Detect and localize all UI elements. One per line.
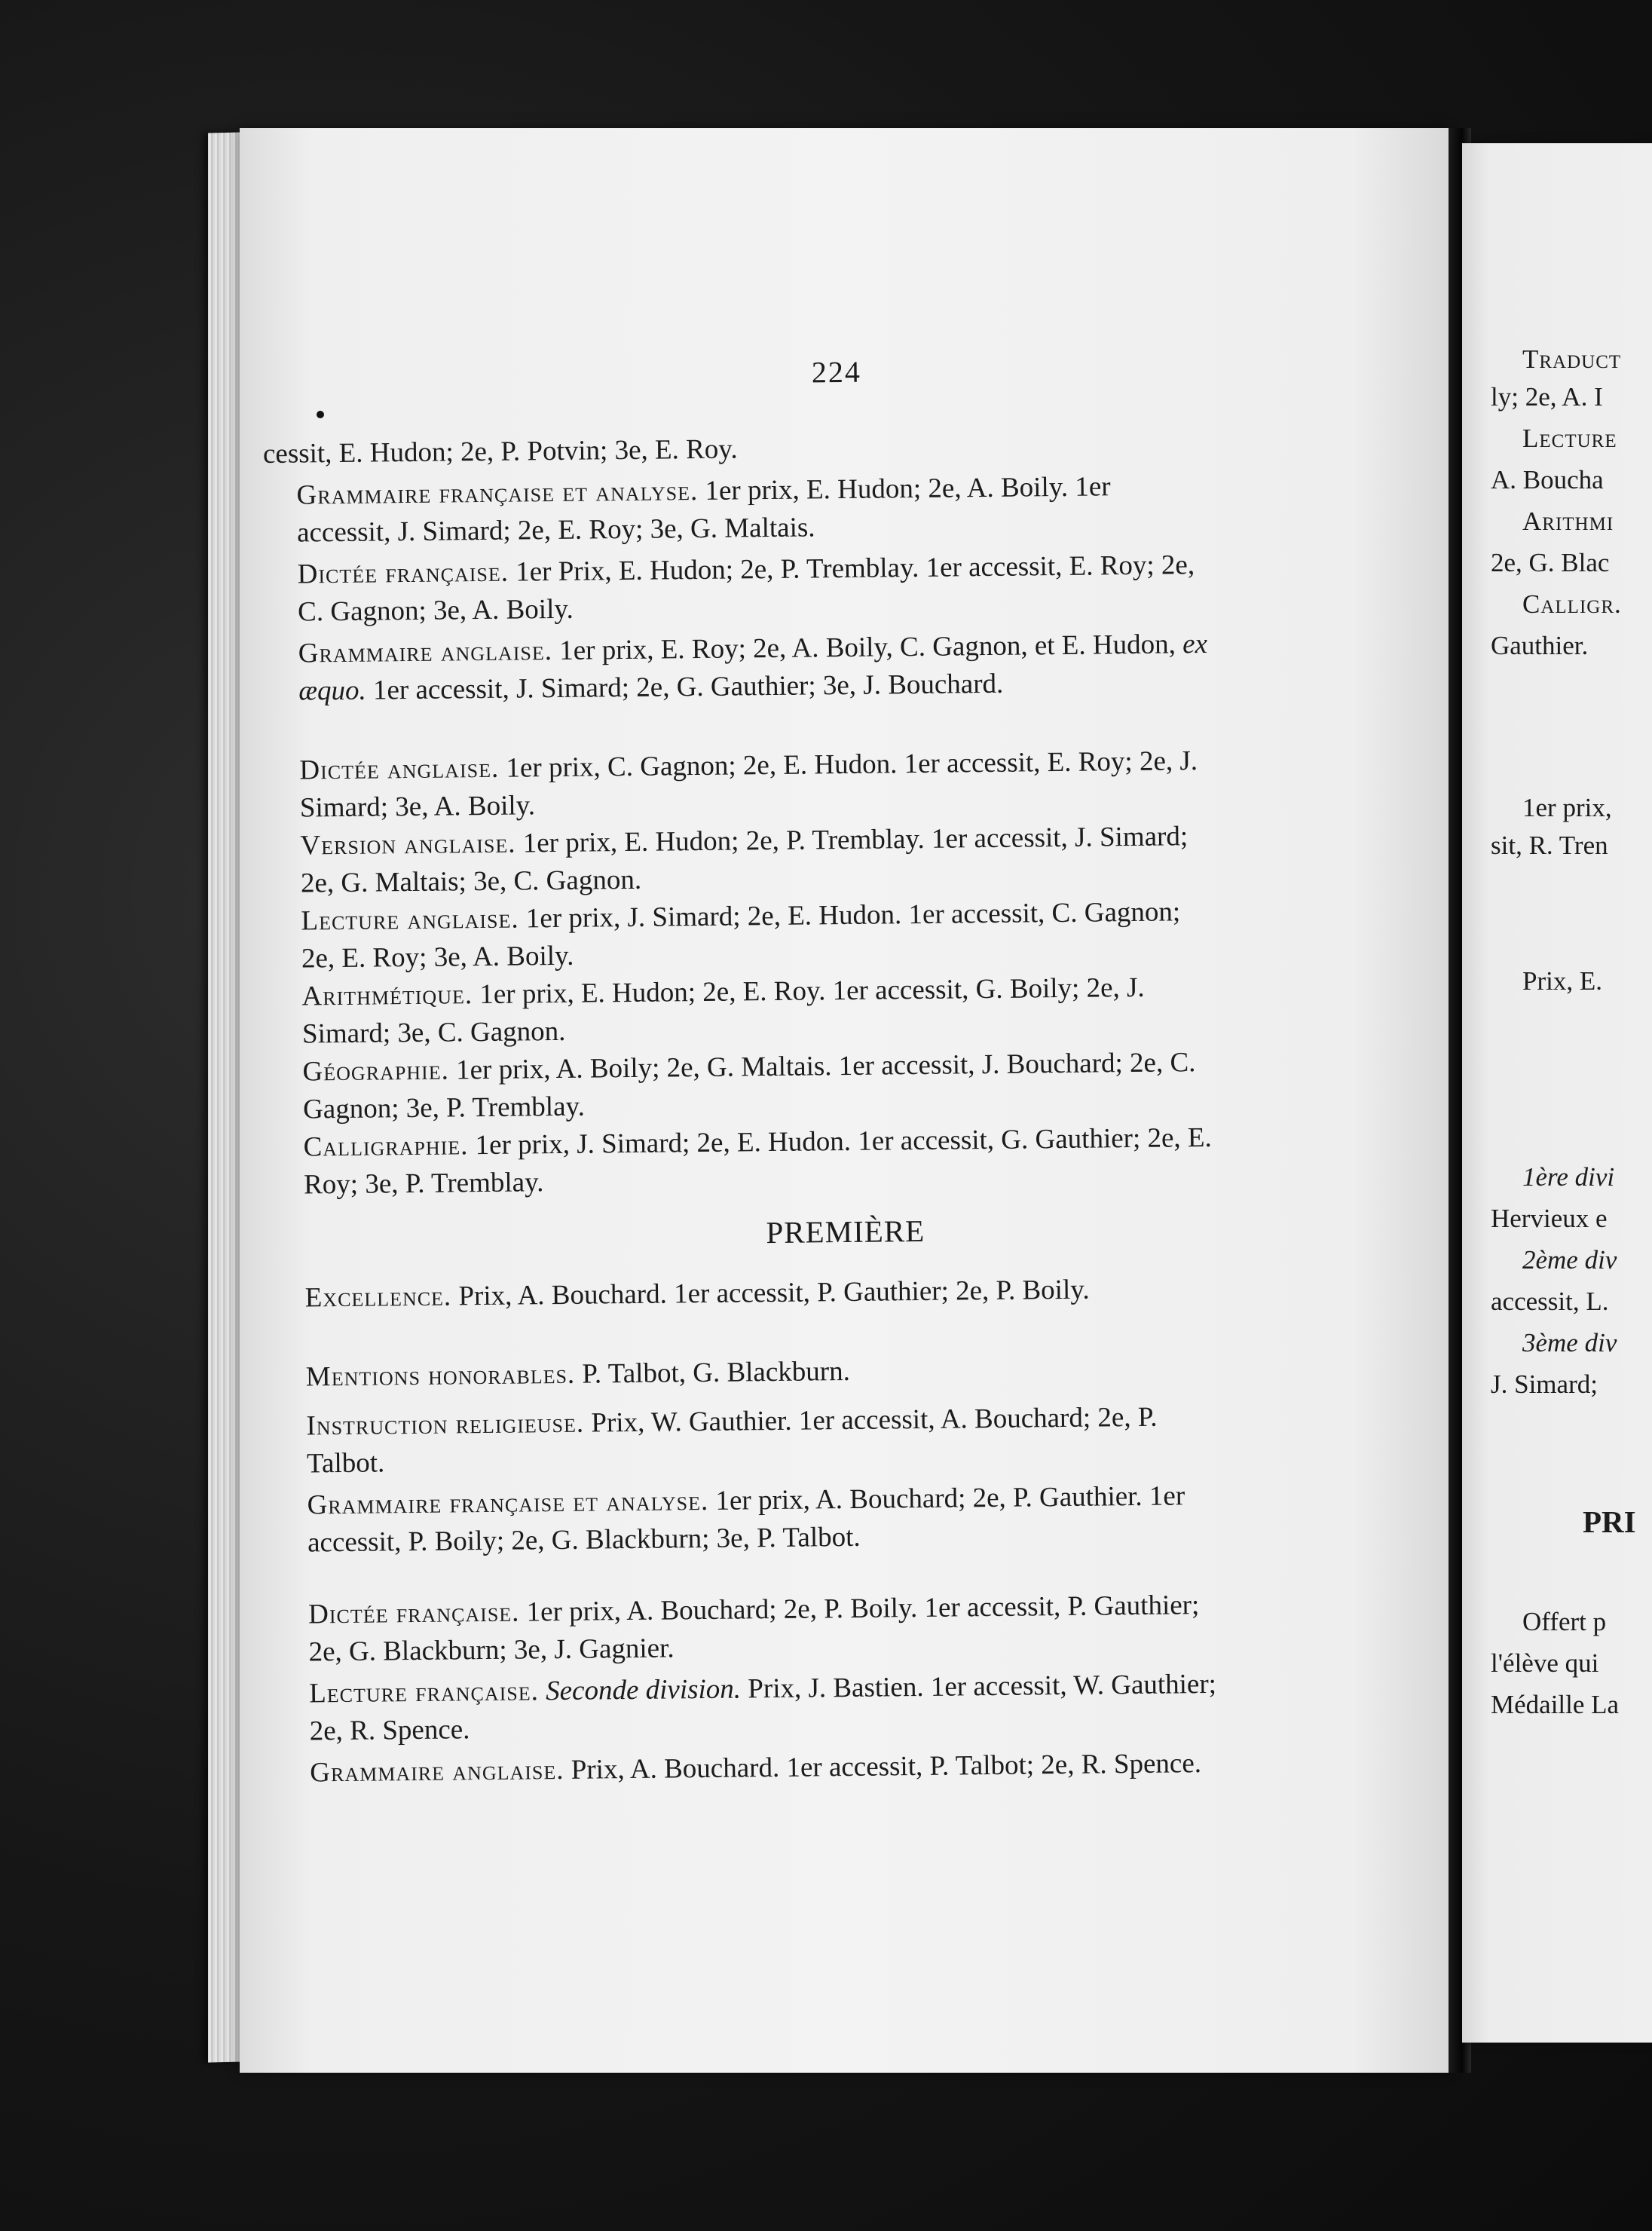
top-entry-9: [270, 1119, 1216, 1204]
right-page-line-0: Traduct: [1522, 344, 1622, 374]
right-page-line-1: ly; 2e, A. I: [1491, 382, 1603, 412]
left-page-content: [230, 122, 1459, 2080]
entry-text: P. Talbot, G. Blackburn.: [574, 1355, 851, 1390]
entry-text: 1er prix, A. Bouchard; 2e, P. Boily. 1er accessit, P. Gauthier; 2e, G. Blackburn; 3e, J. Gagnier.: [308, 1590, 1200, 1668]
top-entry-0: [263, 426, 1175, 473]
subject-label: Dictée française.: [307, 1596, 520, 1630]
right-page-line-5: 2e, G. Blac: [1491, 548, 1610, 577]
entry-text: 1er prix, A. Bouchard; 2e, P. Gauthier. 1er accessit, P. Boily; 2e, G. Blackburn; 3e, P. Talbot.: [307, 1480, 1185, 1559]
premiere-entry-2: [273, 1398, 1219, 1483]
right-page-line-13: 2ème div: [1522, 1245, 1617, 1275]
entry-text: 1er prix, J. Simard; 2e, E. Hudon. 1er accessit, C. Gagnon; 2e, E. Roy; 3e, A. Boily.: [301, 896, 1181, 975]
entry-text: 1er prix, E. Hudon; 2e, P. Tremblay. 1er accessit, J. Simard; 2e, G. Maltais; 3e, C. Gagnon.: [300, 821, 1189, 899]
right-page-line-19: Médaille La: [1491, 1690, 1620, 1719]
subject-label: Grammaire française et analyse.: [307, 1485, 709, 1521]
subject-label: Dictée anglaise.: [299, 752, 500, 786]
entry-text: [539, 1676, 546, 1706]
subject-label: Lecture française.: [308, 1676, 540, 1709]
right-page-line-14: accessit, L.: [1491, 1287, 1609, 1316]
top-entry-1: [263, 467, 1209, 552]
top-entry-3: [265, 626, 1210, 711]
entry-text: Prix, A. Bouchard. 1er accessit, P. Talbot; 2e, R. Spence.: [564, 1748, 1202, 1786]
entry-text: cessit, E. Hudon; 2e, P. Potvin; 3e, E. Roy.: [262, 433, 738, 470]
right-page-line-4: Arithmi: [1522, 506, 1614, 536]
subject-label: Grammaire française et analyse.: [296, 475, 699, 511]
right-page-line-8: 1er prix,: [1522, 793, 1612, 822]
entry-text: 1er prix, E. Hudon; 2e, A. Boily. 1er accessit, J. Simard; 2e, E. Roy; 3e, G. Maltais.: [296, 471, 1111, 549]
premiere-entry-1: [273, 1349, 1218, 1397]
subject-label: Dictée française.: [297, 556, 509, 590]
right-page-line-7: Gauthier.: [1491, 631, 1589, 660]
right-page-line-12: Hervieux e: [1491, 1204, 1608, 1233]
right-page-line-6: Calligr.: [1522, 589, 1622, 619]
top-entry-6: [268, 893, 1213, 978]
subject-label: Arithmétique.: [301, 979, 473, 1012]
subject-label: Géographie.: [302, 1054, 450, 1088]
right-page-line-17: Offert p: [1522, 1607, 1607, 1636]
right-page-line-3: A. Boucha: [1491, 465, 1604, 494]
subject-label: Version anglaise.: [300, 828, 516, 861]
dust-speck: [317, 411, 324, 418]
top-entry-4: [266, 742, 1212, 828]
right-page-heading: PRI: [1583, 1504, 1636, 1539]
top-entry-2: [264, 546, 1210, 632]
top-entry-5: [267, 818, 1213, 903]
subject-label: Instruction religieuse.: [306, 1407, 585, 1442]
right-page-line-10: Prix, E.: [1522, 966, 1602, 996]
entry-text: 1er accessit, J. Simard; 2e, G. Gauthier; 3e, J. Bouchard.: [366, 668, 1004, 706]
right-page-line-11: 1ère divi: [1522, 1162, 1615, 1192]
subject-label: Mentions honorables.: [305, 1358, 576, 1393]
top-entry-7: [268, 969, 1214, 1054]
section-heading-premiere: PREMIÈRE: [766, 1213, 925, 1250]
entry-text: 1er Prix, E. Hudon; 2e, P. Tremblay. 1er accessit, E. Roy; 2e, C. Gagnon; 3e, A. Boily.: [297, 549, 1195, 628]
right-page-line-16: J. Simard;: [1491, 1370, 1598, 1399]
premiere-entry-4: [275, 1587, 1221, 1672]
page-number: 224: [811, 354, 862, 390]
entry-text: Prix, J. Bastien. 1er accessit, W. Gauthier; 2e, R. Spence.: [309, 1668, 1217, 1747]
right-page-fragment: [1462, 143, 1652, 2043]
left-page: [240, 128, 1449, 2073]
premiere-entry-0: [271, 1270, 1216, 1317]
subject-label: Calligraphie.: [303, 1130, 469, 1163]
entry-text: 1er prix, J. Simard; 2e, E. Hudon. 1er accessit, G. Gauthier; 2e, E. Roy; 3e, P. Tremblay.: [303, 1122, 1212, 1201]
entry-text: Seconde division.: [545, 1673, 742, 1707]
right-page-line-18: l'élève qui: [1491, 1648, 1599, 1678]
premiere-entry-6: [277, 1745, 1222, 1792]
entry-text: Prix, A. Bouchard. 1er accessit, P. Gauthier; 2e, P. Boily.: [451, 1274, 1090, 1312]
entry-text: 1er prix, C. Gagnon; 2e, E. Hudon. 1er accessit, E. Roy; 2e, J. Simard; 3e, A. Boily.: [299, 745, 1198, 824]
right-page-line-15: 3ème div: [1522, 1328, 1617, 1357]
premiere-entry-5: [276, 1666, 1222, 1751]
entry-text: 1er prix, E. Hudon; 2e, E. Roy. 1er accessit, G. Boily; 2e, J. Simard; 3e, C. Gagnon.: [301, 972, 1145, 1050]
right-page-line-2: Lecture: [1522, 424, 1617, 453]
subject-label: Excellence.: [304, 1281, 452, 1314]
top-entry-8: [269, 1044, 1215, 1129]
entry-text: Prix, W. Gauthier. 1er accessit, A. Bouchard; 2e, P. Talbot.: [306, 1401, 1158, 1480]
entry-text: 1er prix, A. Boily; 2e, G. Maltais. 1er accessit, J. Bouchard; 2e, C. Gagnon; 3e, P. Tremblay.: [302, 1047, 1196, 1125]
right-page-line-9: sit, R. Tren: [1491, 831, 1608, 860]
entry-text: ex æquo.: [298, 628, 1208, 707]
subject-label: Grammaire anglaise.: [298, 635, 553, 669]
entry-text: 1er prix, E. Roy; 2e, A. Boily, C. Gagnon, et E. Hudon,: [552, 629, 1183, 667]
subject-label: Lecture anglaise.: [301, 903, 519, 937]
subject-label: Grammaire anglaise.: [310, 1754, 564, 1789]
premiere-entry-3: [274, 1477, 1219, 1562]
